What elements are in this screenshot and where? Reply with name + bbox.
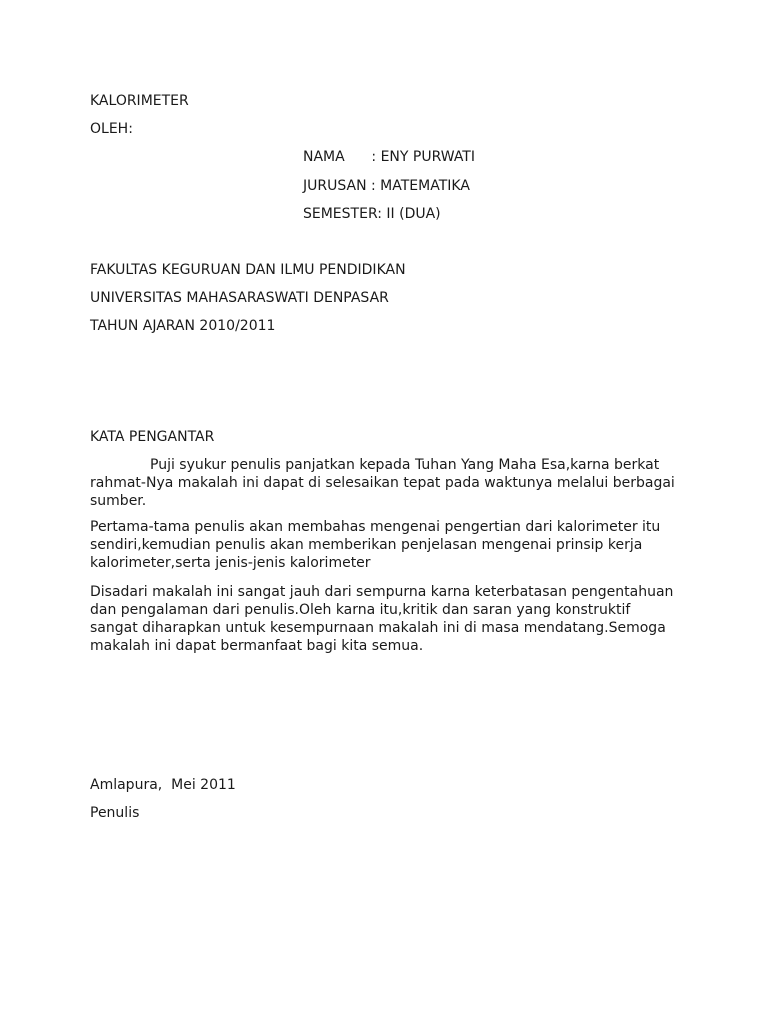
faculty-name: FAKULTAS KEGURUAN DAN ILMU PENDIDIKAN [90, 262, 406, 278]
university-name: UNIVERSITAS MAHASARASWATI DENPASAR [90, 290, 389, 306]
author-major: JURUSAN : MATEMATIKA [303, 178, 470, 194]
author-semester: SEMESTER: II (DUA) [303, 206, 441, 222]
signature-label: Penulis [90, 805, 140, 821]
preface-paragraph-3: Disadari makalah ini sangat jauh dari sempurna karna keterbatasan pengentahuan dan pengalaman dari penulis.Oleh karna itu,kritik dan saran yang konstruktif sangat diharapkan untuk kesempurnaan makalah ini di masa mendatang.Semoga makalah ini dapat bermanfaat bagi kita semua. [90, 584, 674, 654]
author-by-label: OLEH: [90, 121, 133, 137]
document-title: KALORIMETER [90, 93, 189, 109]
place-date: Amlapura, Mei 2011 [90, 777, 236, 793]
preface-heading: KATA PENGANTAR [90, 429, 215, 445]
preface-paragraph-1: Puji syukur penulis panjatkan kepada Tuhan Yang Maha Esa,karna berkat rahmat-Nya makalah ini dapat di selesaikan tepat pada waktunya melalui berbagai sumber. [90, 457, 675, 509]
author-name: NAMA : ENY PURWATI [303, 149, 475, 165]
preface-paragraph-2: Pertama-tama penulis akan membahas mengenai pengertian dari kalorimeter itu sendiri,kemudian penulis akan memberikan penjelasan mengenai prinsip kerja kalorimeter,serta jenis-jenis kalorimeter [90, 519, 661, 571]
academic-year: TAHUN AJARAN 2010/2011 [90, 318, 276, 334]
